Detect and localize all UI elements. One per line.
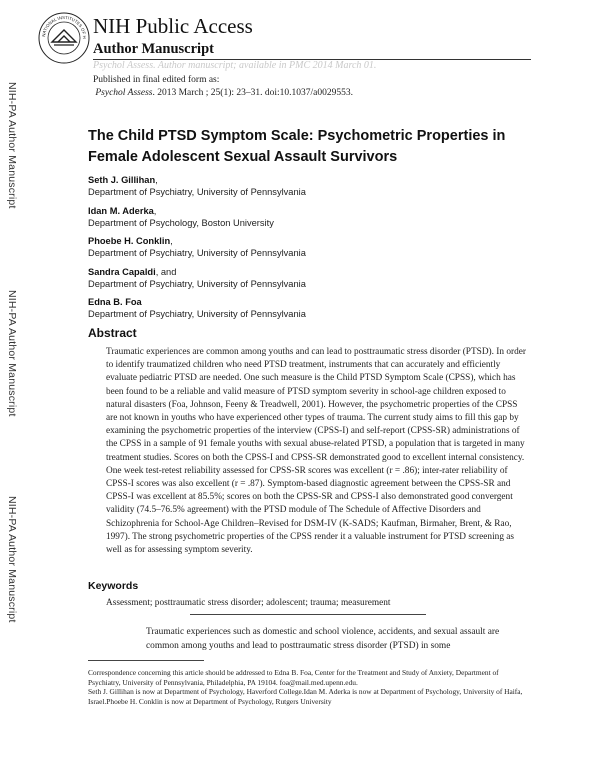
article-title: The Child PTSD Symptom Scale: Psychometric Properties in Female Adolescent Sexual Assault Survivors — [88, 128, 506, 165]
author-name: Idan M. Aderka — [88, 205, 154, 216]
publication-info — [93, 74, 353, 100]
author-affiliation: Department of Psychiatry, University of Pennsylvania — [88, 278, 306, 289]
author-entry — [88, 266, 528, 297]
published-label: Published in final edited form as: — [93, 75, 220, 85]
author-separator: , and — [155, 266, 177, 277]
author-entry — [88, 205, 528, 236]
section-divider — [190, 614, 426, 615]
availability-note: Psychol Assess. Author manuscript; available in PMC 2014 March 01. — [93, 60, 377, 71]
author-separator: , — [153, 205, 157, 216]
author-separator: , — [155, 175, 158, 185]
correspondence-note: Correspondence concerning this article should be addressed to Edna B. Foa, Center for the Treatment and Study of Anxiety, Department of Psychiatry, University of Pennsylvania, Philadelphia, PA 19104. foa@mail.med.upenn.edu. — [88, 668, 499, 687]
author-affiliation: Department of Psychiatry, University of Pennsylvania — [88, 187, 306, 197]
citation-details: . 2013 March ; 25(1): 23–31. doi:10.1037/a0029553. — [152, 88, 354, 98]
sidebar-label-3: NIH-PA Author Manuscript — [6, 496, 18, 623]
footnote-divider — [88, 660, 204, 661]
author-separator: , — [170, 236, 173, 246]
sidebar-label-2: NIH-PA Author Manuscript — [6, 290, 18, 417]
author-name: Seth J. Gillihan — [88, 175, 156, 185]
affiliation-update-note: Seth J. Gillihan is now at Department of Psychology, Haverford College.Idan M. Aderka is now at Department of Psychology, University of Haifa, Israel.Phoebe H. Conklin is now at Department of Psychology, Rutgers University — [88, 687, 523, 706]
abstract-text: Traumatic experiences are common among youths and can lead to posttraumatic stress disorder (PTSD). In order to identify traumatized children who need PTSD treatment, instruments that can accurately and efficiently evaluate pediatric PTSD are needed. One such measure is the Child PTSD Symptom Scale (CPSS), which has been found to be a reliable and valid measure of PTSD symptom severity in school-age children exposed to natural disasters (Foa, Johnson, Feeny & Treadwell, 2001). However, the psychometric properties of the CPSS are not known in youths who have experienced other types of trauma. The current study aims to fill this gap by examining the psychometric properties of the interview (CPSS-I) and self-report (CPSS-SR) administrations of the CPSS in a sample of 91 female youths with sexual abuse-related PTSD, a population that is targeted in many treatment studies. Scores on both the CPSS-I and CPSS-SR demonstrated good to excellent internal consistency. One week test-retest reliability assessed for CPSS-SR scores was excellent (r = .86); inter-rater reliability of CPSS-I scores was also excellent (r = .87). Symptom-based diagnostic agreement between the CPSS-SR and CPSS-I was excellent at 85.5%; scores on both the CPSS-SR and CPSS-I also demonstrated good convergent validity (74.5–76.5% agreement) with the PTSD module of The Schedule of Affective Disorders and Schizophrenia for School-Age Children–Revised for DSM-IV (K-SADS; Kaufman, Birmaher, Brent, & Rao, 1997). The strong psychometric properties of the CPSS render it a valuable instrument for PTSD screening as well as for assessing symptom severity. — [106, 347, 526, 556]
author-list — [88, 174, 528, 327]
author-name: Sandra Capaldi — [88, 266, 156, 277]
citation-line — [93, 87, 353, 100]
author-affiliation: Department of Psychology, Boston University — [88, 217, 274, 228]
author-manuscript-label: Author Manuscript — [93, 41, 214, 57]
author-entry — [88, 235, 528, 266]
author-name: Edna B. Foa — [88, 297, 142, 307]
sidebar-label-1: NIH-PA Author Manuscript — [6, 82, 18, 209]
nih-seal-logo — [38, 12, 90, 64]
keywords-heading: Keywords — [88, 580, 139, 592]
author-entry — [88, 296, 528, 327]
author-name: Phoebe H. Conklin — [88, 236, 171, 246]
author-affiliation: Department of Psychiatry, University of Pennsylvania — [88, 309, 306, 319]
abstract-heading: Abstract — [88, 326, 137, 340]
journal-name: Psychol Assess — [95, 88, 153, 98]
nih-public-access-title: NIH Public Access — [93, 14, 253, 38]
keywords-text: Assessment; posttraumatic stress disorder; adolescent; trauma; measurement — [106, 598, 391, 608]
author-affiliation: Department of Psychiatry, University of Pennsylvania — [88, 248, 306, 258]
footnote — [88, 668, 528, 706]
svg-text:NATIONAL INSTITUTES OF HEALTH: NATIONAL INSTITUTES OF H — [41, 14, 88, 39]
intro-paragraph: Traumatic experiences such as domestic and school violence, accidents, and sexual assault are common among youths and lead to posttraumatic stress disorder (PTSD) in some — [146, 627, 500, 651]
author-entry — [88, 174, 528, 205]
